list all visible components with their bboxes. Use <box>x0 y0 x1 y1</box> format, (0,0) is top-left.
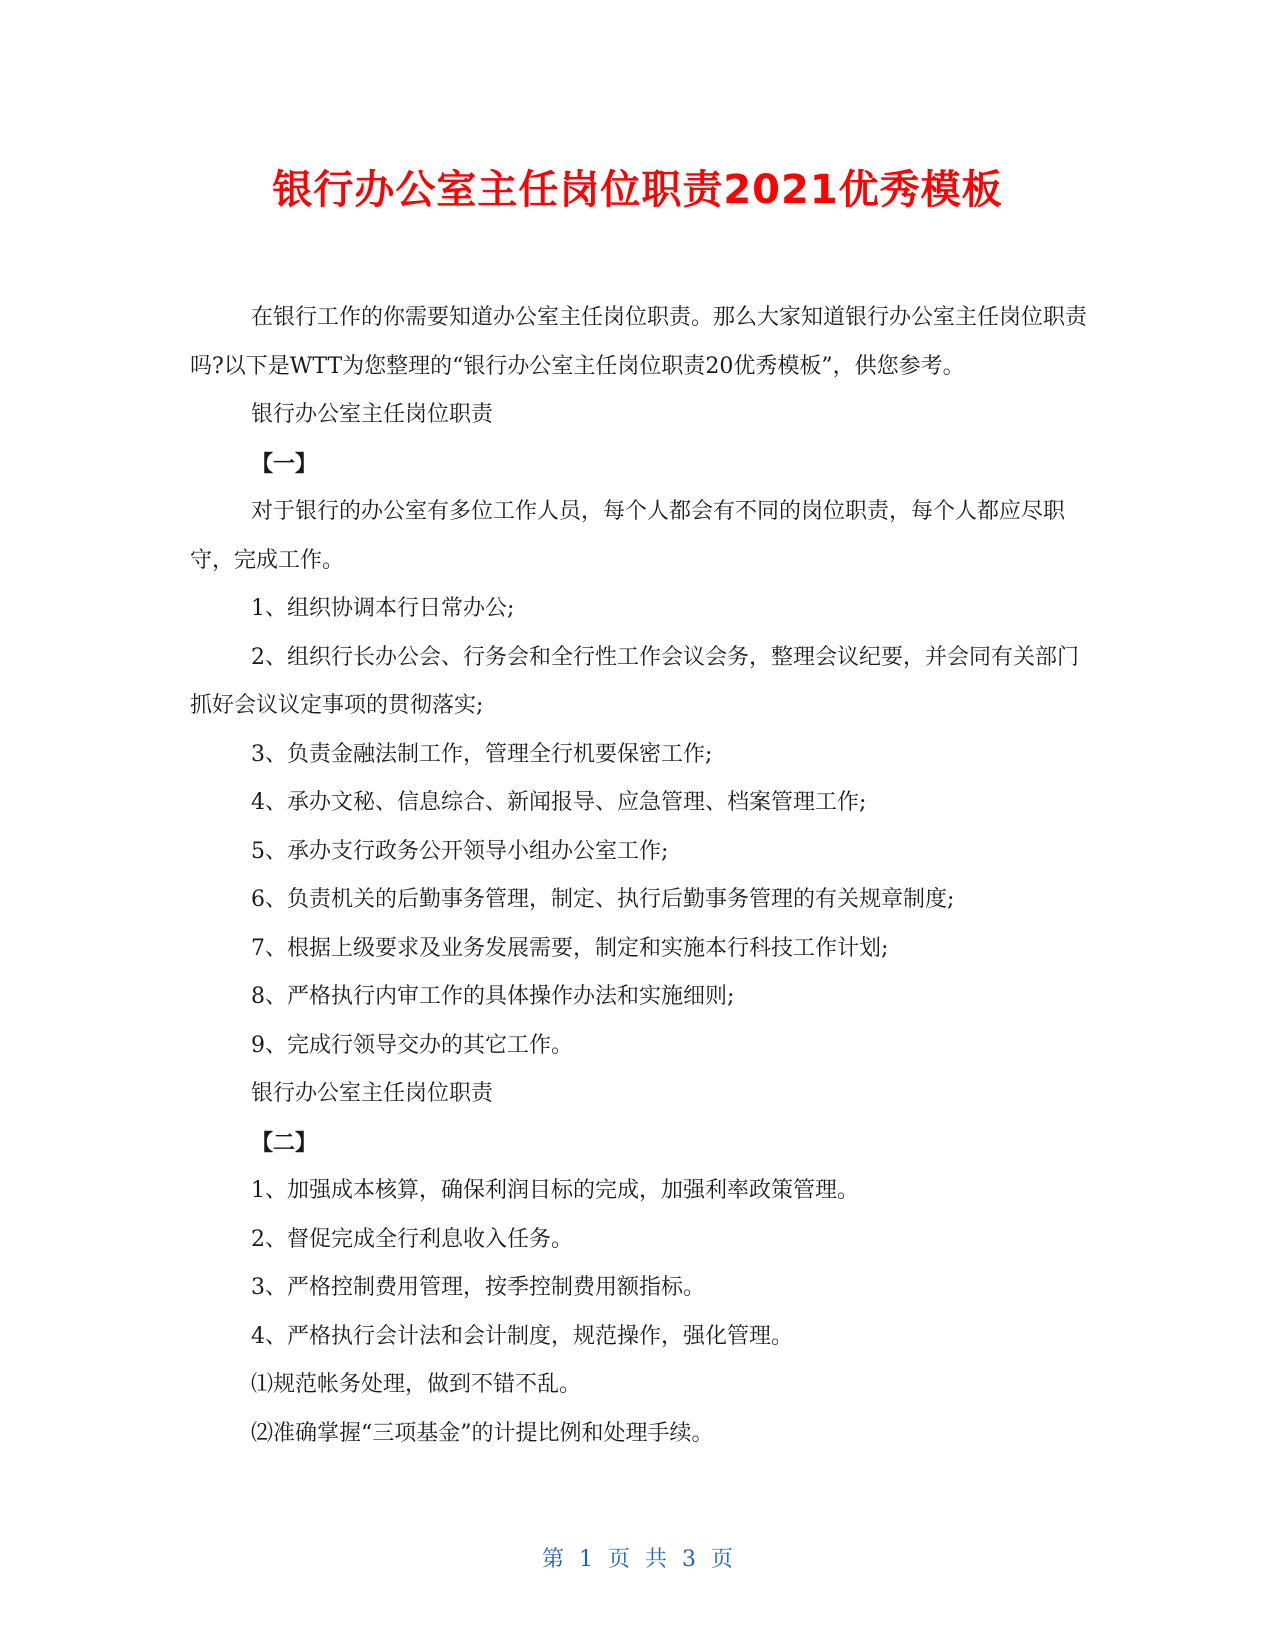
section-number: 【二】 <box>251 1129 318 1156</box>
section-intro: 对于银行的办公室有多位工作人员，每个人都会有不同的岗位职责，每个人都应尽职守，完成工作。 <box>190 499 1066 573</box>
list-item: 1、组织协调本行日常办公; <box>251 596 515 621</box>
list-item: 2、组织行长办公会、行务会和全行性工作会议会务，整理会议纪要，并会同有关部门抓好会议议定事项的贯彻落实; <box>190 644 1079 718</box>
list-item: 9、完成行领导交办的其它工作。 <box>251 1032 573 1058</box>
document-body <box>190 294 1090 1458</box>
list-item: 2、督促完成全行利息收入任务。 <box>251 1226 573 1252</box>
document-title: 银行办公室主任岗位职责2021优秀模板 <box>272 167 1003 213</box>
list-item: 6、负责机关的后勤事务管理，制定、执行后勤事务管理的有关规章制度; <box>251 887 955 912</box>
sub-list-item: ⑴规范帐务处理，做到不错不乱。 <box>251 1372 582 1397</box>
list-item: 3、严格控制费用管理，按季控制费用额指标。 <box>251 1275 705 1300</box>
list-item: 8、严格执行内审工作的具体操作办法和实施细则; <box>251 984 735 1009</box>
section-number: 【一】 <box>251 450 318 477</box>
list-item: 3、负责金融法制工作，管理全行机要保密工作; <box>251 741 713 767</box>
section-heading: 银行办公室主任岗位职责 <box>251 1081 494 1106</box>
section-heading: 银行办公室主任岗位职责 <box>251 402 494 427</box>
list-item: 1、加强成本核算，确保利润目标的完成，加强利率政策管理。 <box>251 1178 859 1203</box>
list-item: 4、严格执行会计法和会计制度，规范操作，强化管理。 <box>251 1323 793 1349</box>
list-item: 4、承办文秘、信息综合、新闻报导、应急管理、档案管理工作; <box>251 790 867 815</box>
sub-list-item: ⑵准确掌握“三项基金”的计提比例和处理手续。 <box>251 1420 714 1446</box>
page-footer: 第 1 页 共 3 页 <box>542 1547 733 1572</box>
list-item: 7、根据上级要求及业务发展需要，制定和实施本行科技工作计划; <box>251 935 889 961</box>
intro-paragraph: 在银行工作的你需要知道办公室主任岗位职责。那么大家知道银行办公室主任岗位职责吗?以下是WTT为您整理的“银行办公室主任岗位职责20优秀模板”，供您参考。 <box>190 305 1088 379</box>
list-item: 5、承办支行政务公开领导小组办公室工作; <box>251 838 669 864</box>
